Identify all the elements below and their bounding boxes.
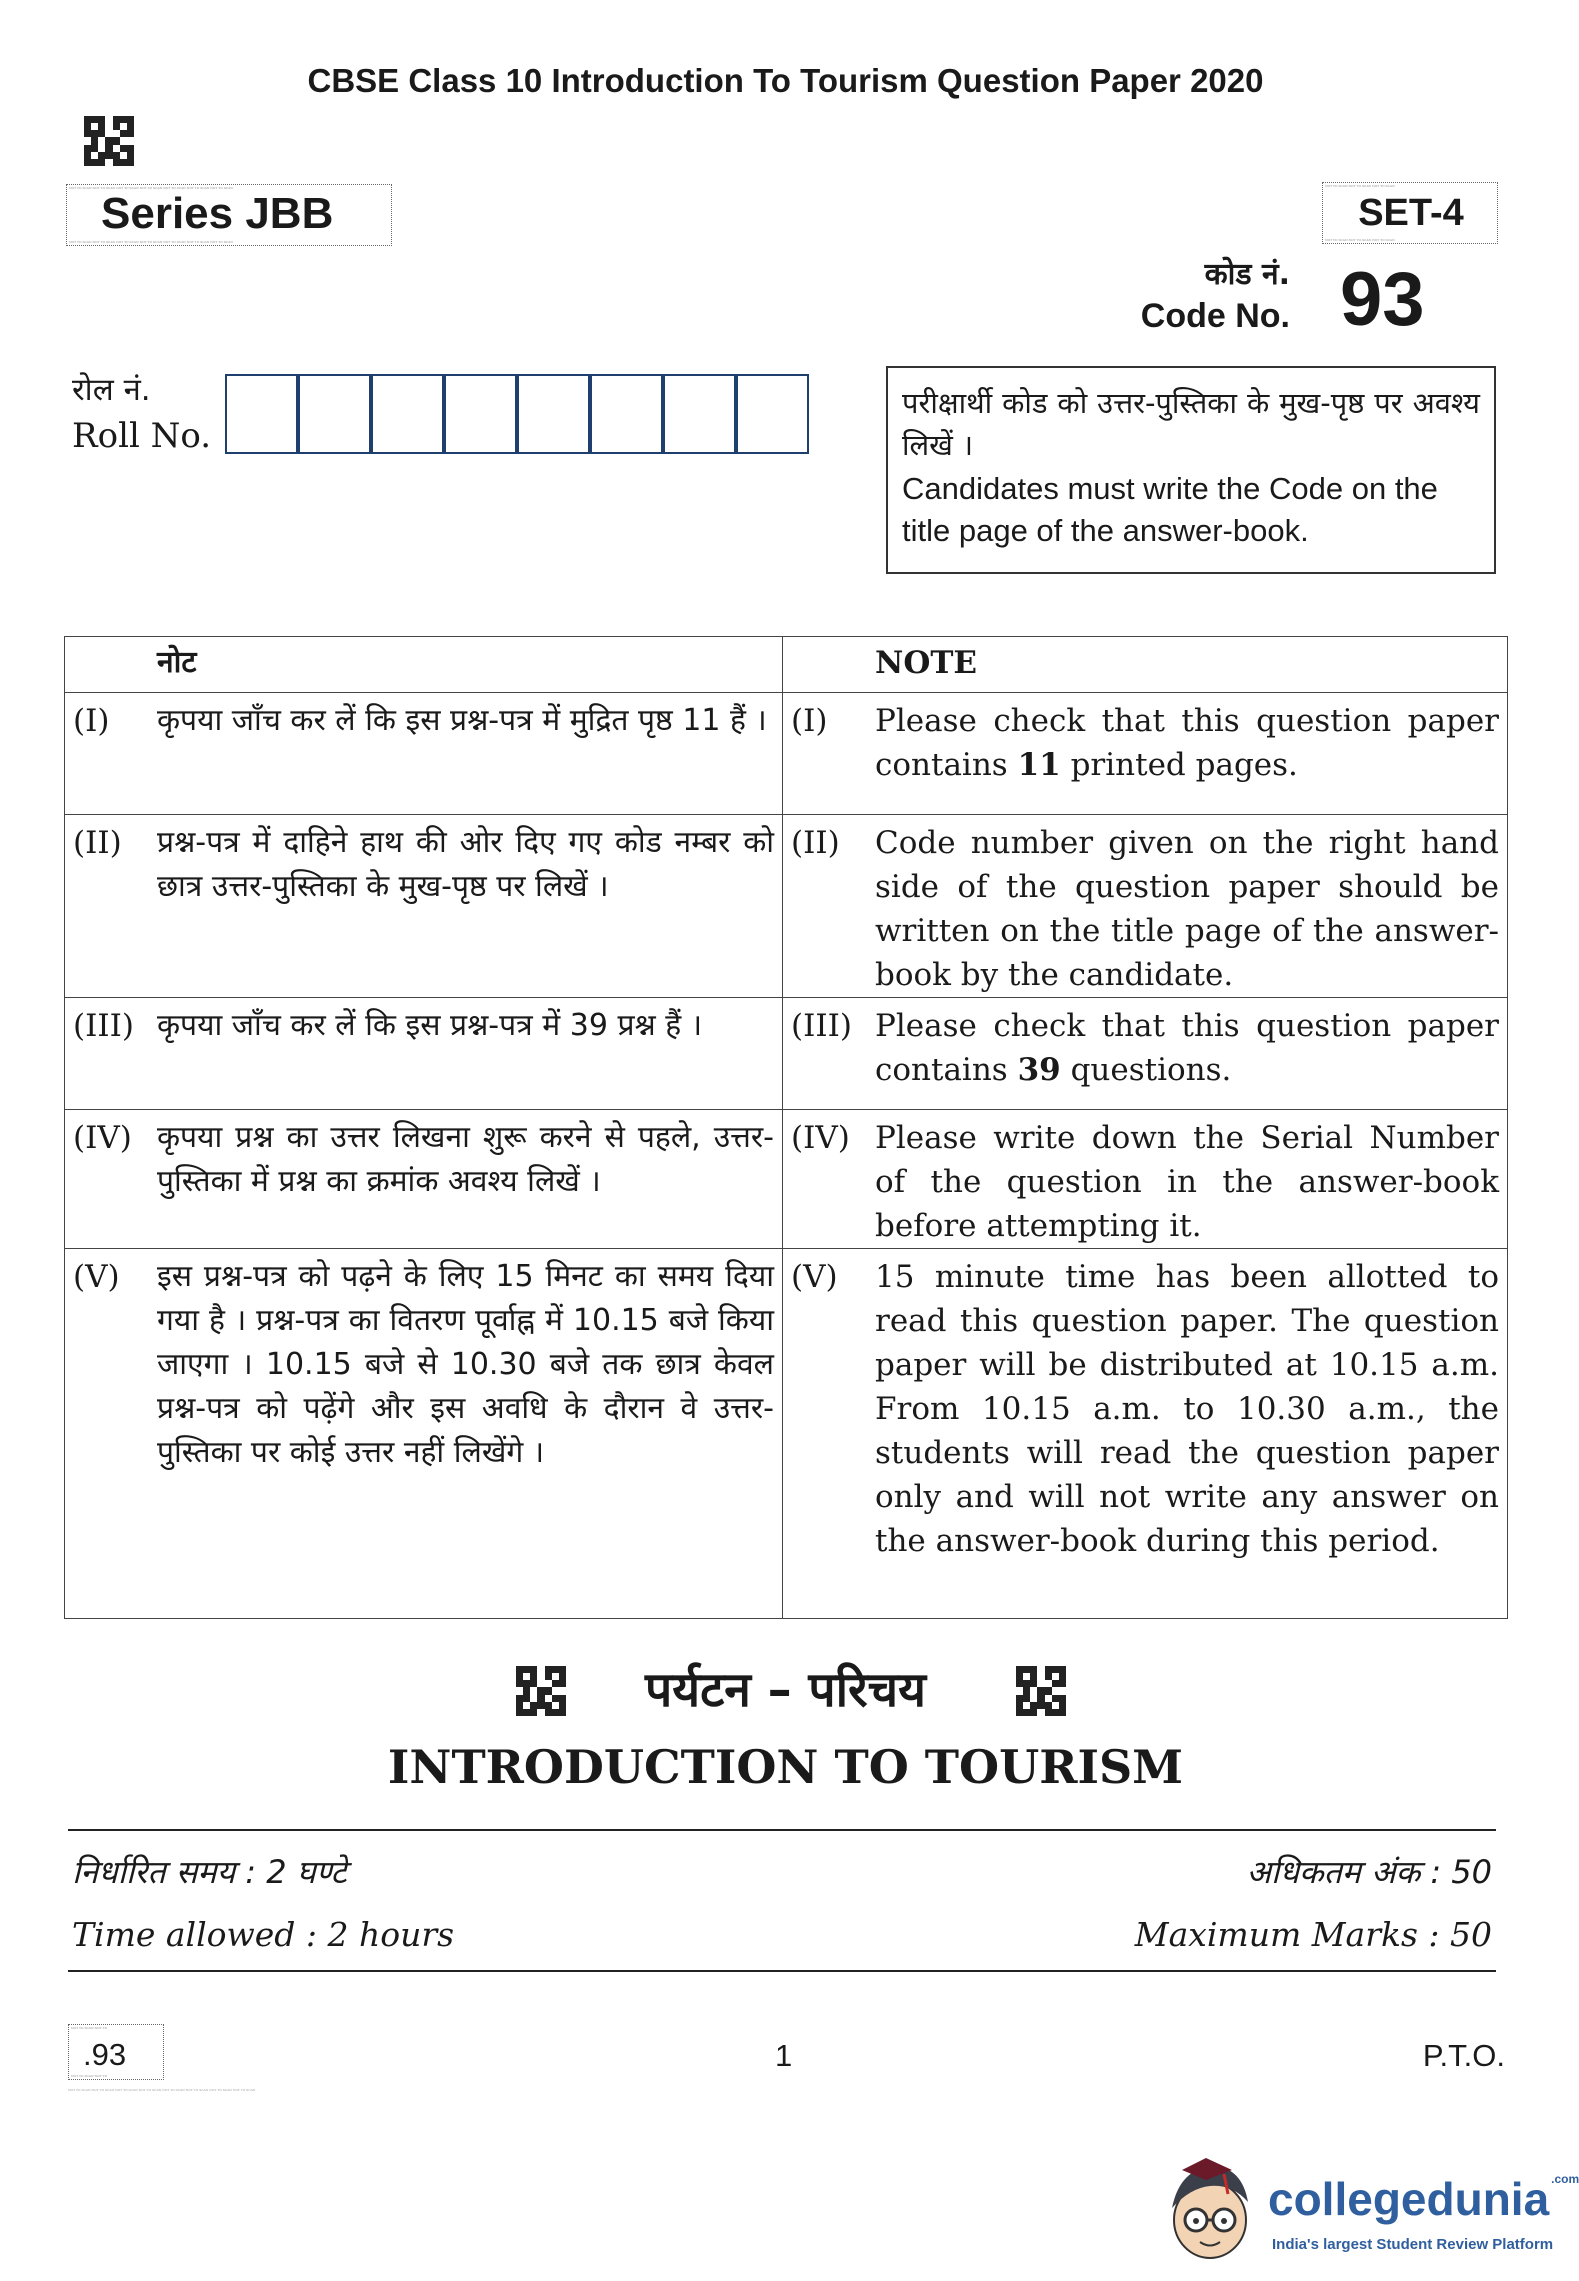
note-row-number-english: (III) [791,1008,852,1044]
time-allowed-english: Time allowed : 2 hours [72,1915,455,1954]
note-row-text-english [875,1255,1507,1563]
note-header-row [65,637,1508,693]
page-header-title: CBSE Class 10 Introduction To Tourism Question Paper 2020 [307,62,1264,99]
note-row-number-hindi: (II) [73,825,122,861]
roll-number-digit-box[interactable] [371,374,444,454]
qr-code-icon [1016,1666,1066,1716]
note-row [65,1110,1508,1249]
note-row [65,998,1508,1110]
note-row-number-english: (V) [791,1259,838,1295]
qr-code-icon [516,1666,566,1716]
note-text-part: Please check that this question paper contains [875,1008,1499,1088]
note-row-number-english: (IV) [791,1120,850,1156]
divider-top [68,1829,1496,1831]
note-row-text-english [875,1004,1507,1092]
brand-mascot-icon [1162,2150,1258,2260]
footer-code: .93 [83,2037,127,2072]
roll-number-digit-box[interactable] [663,374,736,454]
brand-name [1268,2172,1579,2226]
note-row-number-english: (II) [791,825,840,861]
note-heading-hindi: नोट [157,645,197,680]
note-row-text-hindi: इस प्रश्न-पत्र को पढ़ने के लिए 15 मिनट का समय दिया गया है । प्रश्न-पत्र का वितरण पूर्वाह्न में 10.15 बजे किया जाएगा । 10.15 बजे से 10.30 बजे तक छात्र केवल प्रश्न-पत्र को पढ़ेंगे और इस अवधि के दौरान वे उत्तर-पुस्तिका पर कोई उत्तर नहीं लिखेंगे । [157,1259,774,1470]
subject-title-english: INTRODUCTION TO TOURISM [387,1740,1184,1794]
roll-label-hindi: रोल नं. [72,372,151,408]
brand-name-text: collegedunia [1268,2173,1550,2225]
note-row-text-english [875,821,1507,997]
note-row-text-english [875,699,1507,787]
note-row-number-english: (I) [791,703,828,739]
roll-number-digit-box[interactable] [225,374,298,454]
subject-title-hindi: पर्यटन – परिचय [644,1662,926,1718]
note-row-text-hindi: प्रश्न-पत्र में दाहिने हाथ की ओर दिए गए कोड नम्बर को छात्र उत्तर-पुस्तिका के मुख-पृष्ठ पर लिखें । [157,825,774,904]
candidate-instruction-hindi: परीक्षार्थी कोड को उत्तर-पुस्तिका के मुख-पृष्ठ पर अवश्य लिखें । [902,386,1480,462]
roll-number-digit-box[interactable] [590,374,663,454]
note-text-bold: 11 [1017,747,1061,783]
note-text-part: 15 minute time has been allotted to read this question paper. The question paper will be distributed at 10.15 a.m. From 10.15 a.m. to 10.30 a.m., the students will read the question paper only and will not write any answer on the answer-book during this period. [875,1259,1499,1559]
series-label: Series JBB [101,189,334,238]
note-row-number-hindi: (V) [73,1259,120,1295]
qr-code-icon [84,116,134,166]
note-text-part: Code number given on the right hand side of the question paper should be written on the title page of the answer-book by the candidate. [875,825,1499,993]
roll-label-english: Roll No. [72,416,212,456]
note-table [64,636,1508,1619]
series-box: NOT TO SCAN NOT TO SCAN NOT TO SCAN NOT TO SCAN NOT TO SCAN NOT TO SCAN NOT TO SCAN Series JBB NOT TO SCAN NOT TO SCAN NOT TO SCAN NOT TO SCAN NOT TO SCAN NOT TO SCAN NOT TO SCAN [66,184,392,246]
page-number: 1 [775,2038,793,2073]
max-marks-hindi: अधिकतम अंक : 50 [1246,1853,1492,1891]
note-row-text-hindi: कृपया जाँच कर लें कि इस प्रश्न-पत्र में 39 प्रश्न हैं । [157,1008,703,1043]
set-label: SET-4 [1358,192,1464,234]
note-text-bold: 39 [1017,1052,1061,1088]
note-heading-english: NOTE [875,645,978,681]
candidate-instruction-box [886,366,1496,574]
note-row [65,693,1508,815]
roll-number-digit-box[interactable] [444,374,517,454]
divider-bottom [68,1970,1496,1972]
pto-label: P.T.O. [1422,2038,1505,2073]
note-row-text-hindi: कृपया जाँच कर लें कि इस प्रश्न-पत्र में मुद्रित पृष्ठ 11 हैं । [157,703,767,738]
set-box: NOT TO SCAN NOT TO SCAN NOT TO SCAN SET-4 NOT TO SCAN NOT TO SCAN NOT TO SCAN [1322,182,1498,244]
max-marks-english: Maximum Marks : 50 [1134,1915,1492,1954]
roll-number-digit-box[interactable] [736,374,809,454]
note-row-number-hindi: (I) [73,703,110,739]
brand-tagline: India's largest Student Review Platform [1272,2236,1554,2253]
note-row-text-hindi: कृपया प्रश्न का उत्तर लिखना शुरू करने से पहले, उत्तर-पुस्तिका में प्रश्न का क्रमांक अवश्य लिखें । [157,1120,774,1199]
note-row-text-english [875,1116,1507,1248]
code-label-english: Code No. [1140,297,1290,335]
note-text-part: questions. [1060,1052,1232,1088]
roll-number-digit-box[interactable] [298,374,371,454]
footer-code-box: NOT TO SCAN NOT TO .93 NOT TO SCAN NOT TO [68,2024,164,2080]
roll-number-digit-box[interactable] [517,374,590,454]
code-label-hindi: कोड नं. [1204,257,1290,292]
note-row-number-hindi: (III) [73,1008,134,1044]
note-row-number-hindi: (IV) [73,1120,132,1156]
brand-suffix: .com [1551,2172,1579,2186]
note-text-part: Please write down the Serial Number of the question in the answer-book before attempting it. [875,1120,1499,1244]
code-number: 93 [1340,257,1425,342]
note-text-part: printed pages. [1060,747,1298,783]
note-text-part: Please check that this question paper contains [875,703,1499,783]
footer-microtext: NOT TO SCAN NOT TO SCAN NOT TO SCAN NOT TO SCAN NOT TO SCAN NOT TO SCAN NOT TO SCAN NOT TO SCAN [68,2088,256,2092]
note-row [65,1249,1508,1619]
time-allowed-hindi: निर्धारित समय : 2 घण्टे [72,1853,347,1891]
note-row [65,815,1508,998]
candidate-instruction-english: Candidates must write the Code on the title page of the answer-book. [902,471,1438,548]
